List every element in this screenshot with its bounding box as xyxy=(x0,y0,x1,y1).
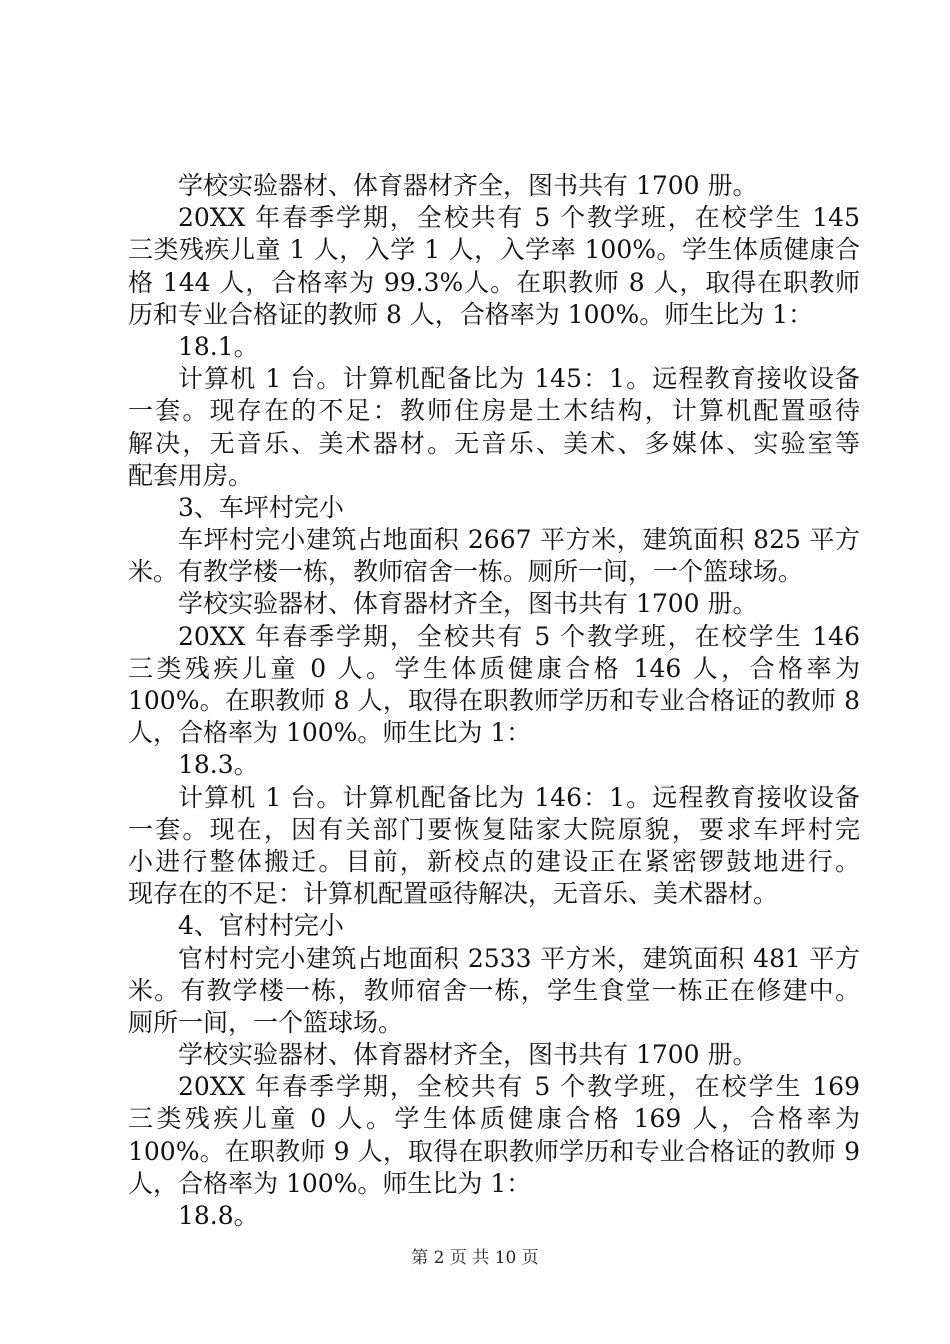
text-line: 18.8。 xyxy=(178,1201,259,1230)
text-line: 小进行整体搬迁。目前，新校点的建设正在紧密锣鼓地进行。 xyxy=(128,846,860,876)
text-line: 解决，无音乐、美术器材。无音乐、美术、多媒体、实验室等 xyxy=(128,428,860,458)
text-line: 一套。现存在的不足：教师住房是土木结构，计算机配置亟待 xyxy=(128,396,860,426)
text-line: 计算机 1 台。计算机配备比为 145：1。远程教育接收设备 xyxy=(178,364,860,394)
text-line: 配套用房。 xyxy=(128,460,254,490)
text-line: 18.3。 xyxy=(178,750,259,780)
text-line: 历和专业合格证的教师 8 人，合格率为 100%。师生比为 1： xyxy=(128,299,814,329)
text-line: 20XX 年春季学期，全校共有 5 个教学班，在校学生 146 xyxy=(178,621,860,651)
text-line: 三类残疾儿童 0 人。学生体质健康合格 169 人，合格率为 xyxy=(128,1104,860,1134)
text-line: 计算机 1 台。计算机配备比为 146：1。远程教育接收设备 xyxy=(178,782,860,812)
text-line: 现存在的不足：计算机配置亟待解决，无音乐、美术器材。 xyxy=(128,879,779,909)
text-line: 学校实验器材、体育器材齐全，图书共有 1700 册。 xyxy=(178,1040,758,1070)
document-body xyxy=(128,170,860,1232)
text-line: 三类残疾儿童 0 人。学生体质健康合格 146 人，合格率为 xyxy=(128,653,860,683)
text-line: 100%。在职教师 8 人，取得在职教师学历和专业合格证的教师 8 xyxy=(128,686,860,715)
text-line: 人，合格率为 100%。师生比为 1： xyxy=(128,718,532,748)
text-line: 车坪村完小建筑占地面积 2667 平方米，建筑面积 825 平方 xyxy=(178,525,860,555)
text-line: 一套。现在，因有关部门要恢复陆家大院原貌，要求车坪村完 xyxy=(128,814,860,844)
text-line: 18.1。 xyxy=(178,331,259,361)
text-line: 米。有教学楼一栋，教师宿舍一栋，学生食堂一栋正在修建中。 xyxy=(128,975,860,1005)
text-line: 三类残疾儿童 1 人，入学 1 人，入学率 100%。学生体质健康合 xyxy=(128,235,860,265)
text-line: 4、官村村完小 xyxy=(178,911,344,941)
text-line: 米。有教学楼一栋，教师宿舍一栋。厕所一间，一个篮球场。 xyxy=(128,557,804,587)
text-line: 学校实验器材、体育器材齐全，图书共有 1700 册。 xyxy=(178,171,758,200)
text-line: 厕所一间，一个篮球场。 xyxy=(128,1007,404,1037)
text-line: 3、车坪村完小 xyxy=(178,492,344,522)
text-line: 学校实验器材、体育器材齐全，图书共有 1700 册。 xyxy=(178,589,758,619)
text-line: 人，合格率为 100%。师生比为 1： xyxy=(128,1168,532,1198)
text-line: 100%。在职教师 9 人，取得在职教师学历和专业合格证的教师 9 xyxy=(128,1136,860,1166)
text-line: 官村村完小建筑占地面积 2533 平方米，建筑面积 481 平方 xyxy=(178,943,860,973)
text-line: 20XX 年春季学期，全校共有 5 个教学班，在校学生 169 xyxy=(178,1072,860,1102)
text-line: 格 144 人，合格率为 99.3%人。在职教师 8 人，取得在职教师 xyxy=(128,267,860,297)
page-footer: 第 2 页 共 10 页 xyxy=(411,1248,539,1268)
text-line: 20XX 年春季学期，全校共有 5 个教学班，在校学生 145 xyxy=(178,203,860,233)
